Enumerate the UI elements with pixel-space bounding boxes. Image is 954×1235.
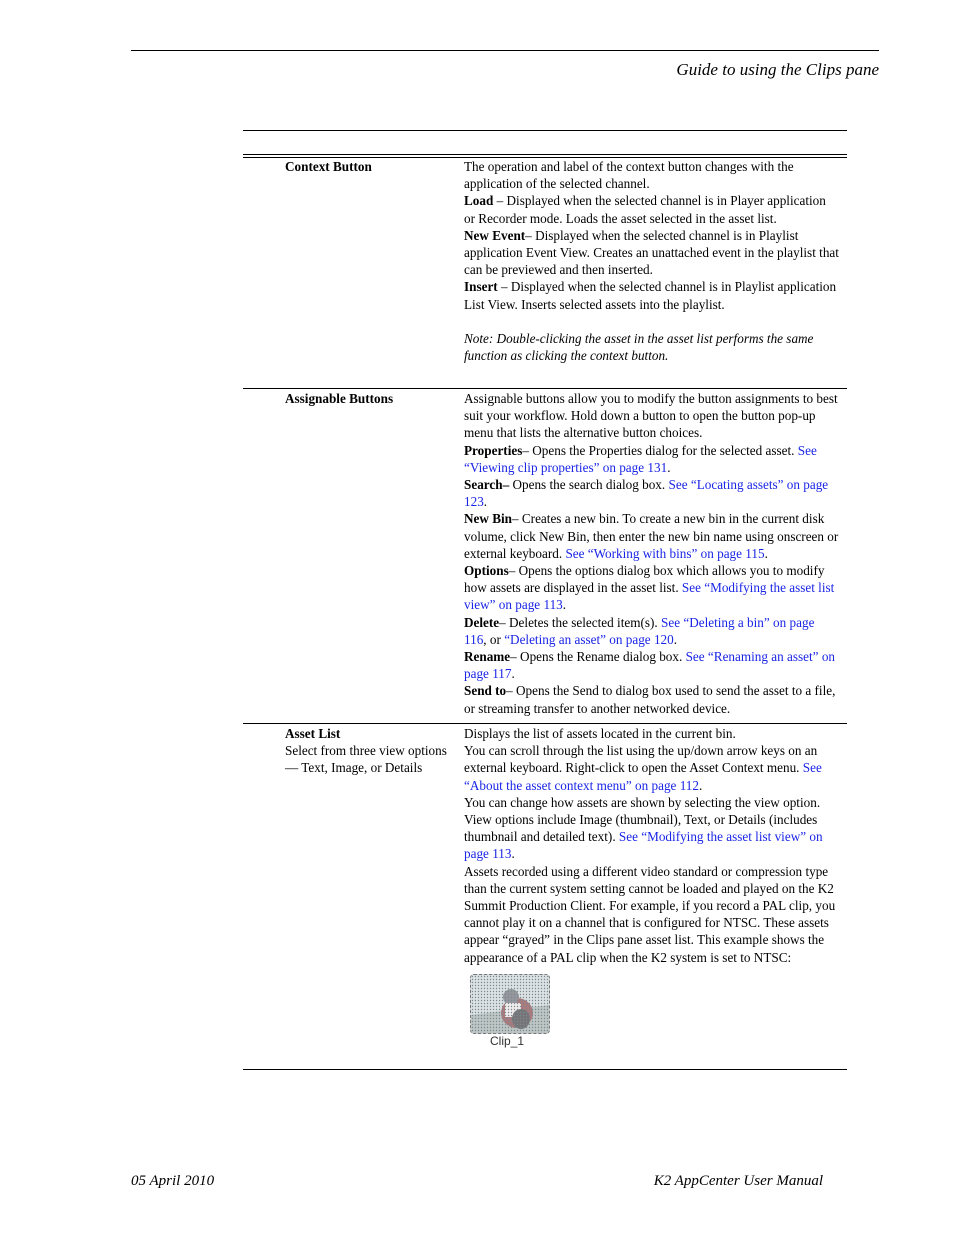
- header-rule: [131, 50, 879, 51]
- row-description: Select from three view options— Text, Image, or Details: [285, 743, 447, 776]
- footer-date: 05 April 2010: [131, 1173, 215, 1189]
- cross-reference-link[interactable]: See “Renaming an asset” on page 117: [464, 649, 836, 682]
- cross-reference-link[interactable]: See “Viewing clip properties” on page 131: [464, 442, 817, 475]
- paragraph: Properties– Opens the Properties dialog for the selected asset. See “Viewing clip properties” on page 131.: [464, 442, 817, 475]
- cross-reference-link[interactable]: See “Locating assets” on page 123: [464, 477, 829, 510]
- paragraph: Assets recorded using a different video standard or compression type than the current system setting cannot be loaded and played on the K2 Summit Production Client. For example, if you record a PAL clip, you cannot play it on a channel that is configured for NTSC. These assets appear “grayed” in the Clips pane asset list. This example shows the appearance of a PAL clip when the K2 system is set to NTSC:: [464, 863, 836, 965]
- table-top-rule: [243, 130, 847, 131]
- row-title: Context Button: [285, 159, 372, 174]
- page-header-title: Guide to using the Clips pane: [676, 60, 879, 79]
- paragraph: Send to– Opens the Send to dialog box used to send the asset to a file, or streaming transfer to another networked device.: [464, 683, 836, 716]
- footer-manual-title: K2 AppCenter User Manual: [653, 1173, 823, 1189]
- row-title: Assignable Buttons: [285, 391, 394, 406]
- row-divider: [243, 388, 847, 389]
- table-bottom-rule: [243, 1069, 847, 1070]
- cross-reference-link[interactable]: “Deleting an asset” on page 120: [504, 631, 674, 647]
- clip-caption[interactable]: Clip_1: [490, 1033, 525, 1048]
- cross-reference-link[interactable]: See “Modifying the asset list view” on page 113: [464, 829, 823, 862]
- paragraph: New Event– Displayed when the selected channel is in Playlist application Event View. Creates an unattached event in the playlist that can be previewed and then inserted.: [464, 227, 839, 278]
- paragraph: Search– Opens the search dialog box. See “Locating assets” on page 123.: [464, 477, 829, 510]
- paragraph: Assignable buttons allow you to modify the button assignments to best suit your workflow. Hold down a button to open the button pop-up menu that lists the alternative button choices.: [464, 391, 838, 441]
- paragraph: The operation and label of the context button changes with the application of the selected channel.: [464, 159, 794, 192]
- paragraph: New Bin– Creates a new bin. To create a new bin in the current disk volume, click New Bin, then enter the new bin name using onscreen or external keyboard. See “Working with bins” on page 115.: [464, 511, 839, 561]
- cross-reference-link[interactable]: See “Deleting a bin” on page 116: [464, 614, 815, 647]
- row-title: Asset List: [285, 726, 341, 741]
- paragraph: Insert – Displayed when the selected channel is in Playlist application List View. Inserts selected assets into the playlist.: [464, 279, 837, 312]
- note: Note: Double-clicking the asset in the asset list performs the same function as clicking the context button.: [464, 330, 814, 364]
- cross-reference-link[interactable]: See “Modifying the asset list view” on page 113: [464, 580, 835, 613]
- paragraph: You can scroll through the list using the up/down arrow keys on an external keyboard. Right-click to open the Asset Context menu. See “About the asset context menu” on page 112.: [464, 743, 822, 793]
- paragraph: Options– Opens the options dialog box which allows you to modify how assets are displayed in the asset list. See “Modifying the asset list view” on page 113.: [464, 563, 835, 613]
- cross-reference-link[interactable]: See “About the asset context menu” on page 112: [464, 760, 822, 793]
- paragraph: You can change how assets are shown by selecting the view option. View options include Image (thumbnail), Text, or Details (includes thumbnail and detailed text). See “Modifying the asset list view” on page 113.: [464, 794, 823, 862]
- clip-thumbnail-image: [471, 975, 549, 1033]
- paragraph: Load – Displayed when the selected channel is in Player application or Recorder mode. Loads the asset selected in the asset list.: [464, 193, 826, 226]
- paragraph: Rename– Opens the Rename dialog box. See “Renaming an asset” on page 117.: [464, 649, 836, 682]
- paragraph: Displays the list of assets located in the current bin.: [464, 726, 736, 741]
- paragraph: Delete– Deletes the selected item(s). See “Deleting a bin” on page 116, or “Deleting an asset” on page 120.: [464, 614, 815, 647]
- row-divider: [243, 723, 847, 724]
- motorcycle-racer-thumbnail-icon[interactable]: [470, 974, 550, 1034]
- cross-reference-link[interactable]: See “Working with bins” on page 115: [565, 545, 765, 561]
